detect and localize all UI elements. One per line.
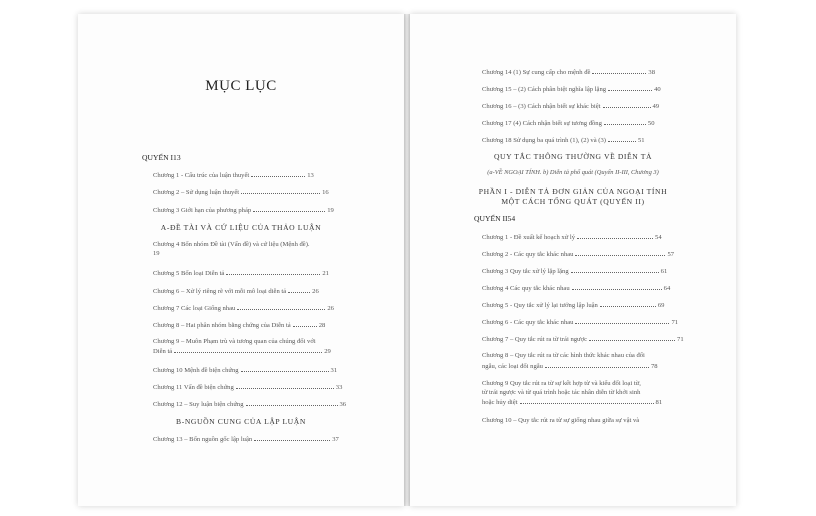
- toc-entry-14[interactable]: Chương 14 (1) Sự cung cấp cho mệnh đề 38: [482, 69, 656, 76]
- toc-entry-1[interactable]: Chương 1 - Cấu trúc của luận thuyết 13: [153, 172, 314, 179]
- toc-entry-4[interactable]: Chương 4 Bốn nhóm Đề tài (Vấn đề) và cứ liệu (Mệnh đề).: [153, 241, 310, 248]
- toc-entry-q2-9-cont: hoặc hủy diệt 81: [482, 399, 663, 406]
- toc-entry-15[interactable]: Chương 15 – (2) Cách phân biệt nghĩa lập lặng 40: [482, 86, 661, 93]
- toc-entry-q2-1[interactable]: Chương 1 - Đề xuất kế hoạch xử lý 54: [482, 234, 662, 241]
- toc-entry-q2-6[interactable]: Chương 6 - Các quy tắc khác nhau 71: [482, 319, 679, 326]
- part-label: QUYỂN I: [142, 153, 174, 162]
- part-heading-line-1: PHẦN I - DIỄN TẢ ĐƠN GIẢN CỦA NGOẠI TÍNH: [478, 187, 668, 196]
- right-page: [410, 14, 736, 506]
- toc-entry-8[interactable]: Chương 8 – Hai phân nhóm bằng chứng của Diễn tả 28: [153, 322, 326, 329]
- toc-entry-2[interactable]: Chương 2 – Sử dụng luận thuyết 16: [153, 189, 329, 196]
- toc-entry-11[interactable]: Chương 11 Vấn đề biện chứng 33: [153, 384, 343, 391]
- toc-entry-q2-2[interactable]: Chương 2 - Các quy tắc khác nhau 57: [482, 251, 675, 258]
- toc-entry-q2-7[interactable]: Chương 7 – Quy tắc rút ra từ trái ngược 71: [482, 336, 684, 343]
- toc-entry-q2-9-line2: từ trái ngược và từ quá trình hoặc tác nhân diễn từ khởi sinh: [482, 389, 641, 396]
- toc-entry-4-cont: 19: [153, 250, 160, 257]
- toc-entry-12[interactable]: Chương 12 – Suy luận biện chứng 36: [153, 401, 347, 408]
- part-label: QUYỂN II: [474, 214, 508, 223]
- toc-entry-13[interactable]: Chương 13 – Bốn nguồn gốc lập luận 37: [153, 436, 339, 443]
- toc-entry-16[interactable]: Chương 16 – (3) Cách nhận biết sự khác biệt 49: [482, 103, 660, 110]
- toc-entry-q2-4[interactable]: Chương 4 Các quy tắc khác nhau 64: [482, 285, 671, 292]
- part-page: 13: [173, 153, 181, 162]
- toc-entry-6[interactable]: Chương 6 – Xử lý riêng rẽ với mỗi mô loại diễn tả 26: [153, 288, 319, 295]
- toc-entry-10[interactable]: Chương 10 Mệnh đề biện chứng 31: [153, 367, 338, 374]
- toc-entry-q2-8-cont: ngẫu, các loại đối ngẫu 78: [482, 363, 658, 370]
- left-page: [78, 14, 404, 506]
- section-heading-b: B-NGUỒN CUNG CỦA LẬP LUẬN: [176, 417, 306, 426]
- toc-entry-18[interactable]: Chương 18 Sử dụng ba quá trình (1), (2) và (3) 51: [482, 137, 645, 144]
- part-line-quyen-2: [474, 214, 515, 223]
- toc-entry-7[interactable]: Chương 7 Các loại Giống nhau 26: [153, 305, 334, 312]
- toc-entry-17[interactable]: Chương 17 (4) Cách nhận biết sự tương đồng 50: [482, 120, 655, 127]
- part-page: 54: [507, 214, 516, 223]
- toc-entry-3[interactable]: Chương 3 Giới hạn của phương pháp 19: [153, 207, 334, 214]
- toc-entry-q2-3[interactable]: Chương 3 Quy tắc xử lý lặp lặng 61: [482, 268, 668, 275]
- rules-heading: QUY TẮC THÔNG THƯỜNG VỀ DIỄN TẢ: [493, 152, 653, 161]
- toc-entry-q2-8[interactable]: Chương 8 – Quy tắc rút ra từ các hình thức khác nhau của đối: [482, 352, 645, 359]
- toc-entry-q2-9[interactable]: Chương 9 Quy tắc rút ra từ sự kết hợp từ và kiểu đối loại từ,: [482, 380, 641, 387]
- part-heading-line-2: MỘT CÁCH TỔNG QUÁT (QUYỂN II): [501, 197, 645, 206]
- section-heading-a: A-ĐỀ TÀI VÀ CỨ LIỆU CỦA THẢO LUẬN: [160, 223, 322, 232]
- toc-entry-5[interactable]: Chương 5 Bốn loại Diễn tả 21: [153, 270, 329, 277]
- toc-entry-q2-10[interactable]: Chương 10 – Quy tắc rút ra từ sự giống nhau giữa sự vật và: [482, 417, 640, 424]
- toc-entry-q2-5[interactable]: Chương 5 - Quy tắc xử lý lại tưởng lập luận 69: [482, 302, 665, 309]
- toc-entry-9[interactable]: Chương 9 – Muôn Phạm trù và tương quan của chúng đối với: [153, 338, 316, 345]
- part-line-quyen-1: [142, 153, 181, 162]
- page-title: MỤC LỤC: [205, 78, 277, 94]
- toc-entry-9-cont: Diễn tả 29: [153, 348, 331, 355]
- rules-subnote: (a-VỀ NGOẠI TÍNH. b) Diễn tả phổ quát (Quyển II-III, Chương 3): [487, 169, 659, 176]
